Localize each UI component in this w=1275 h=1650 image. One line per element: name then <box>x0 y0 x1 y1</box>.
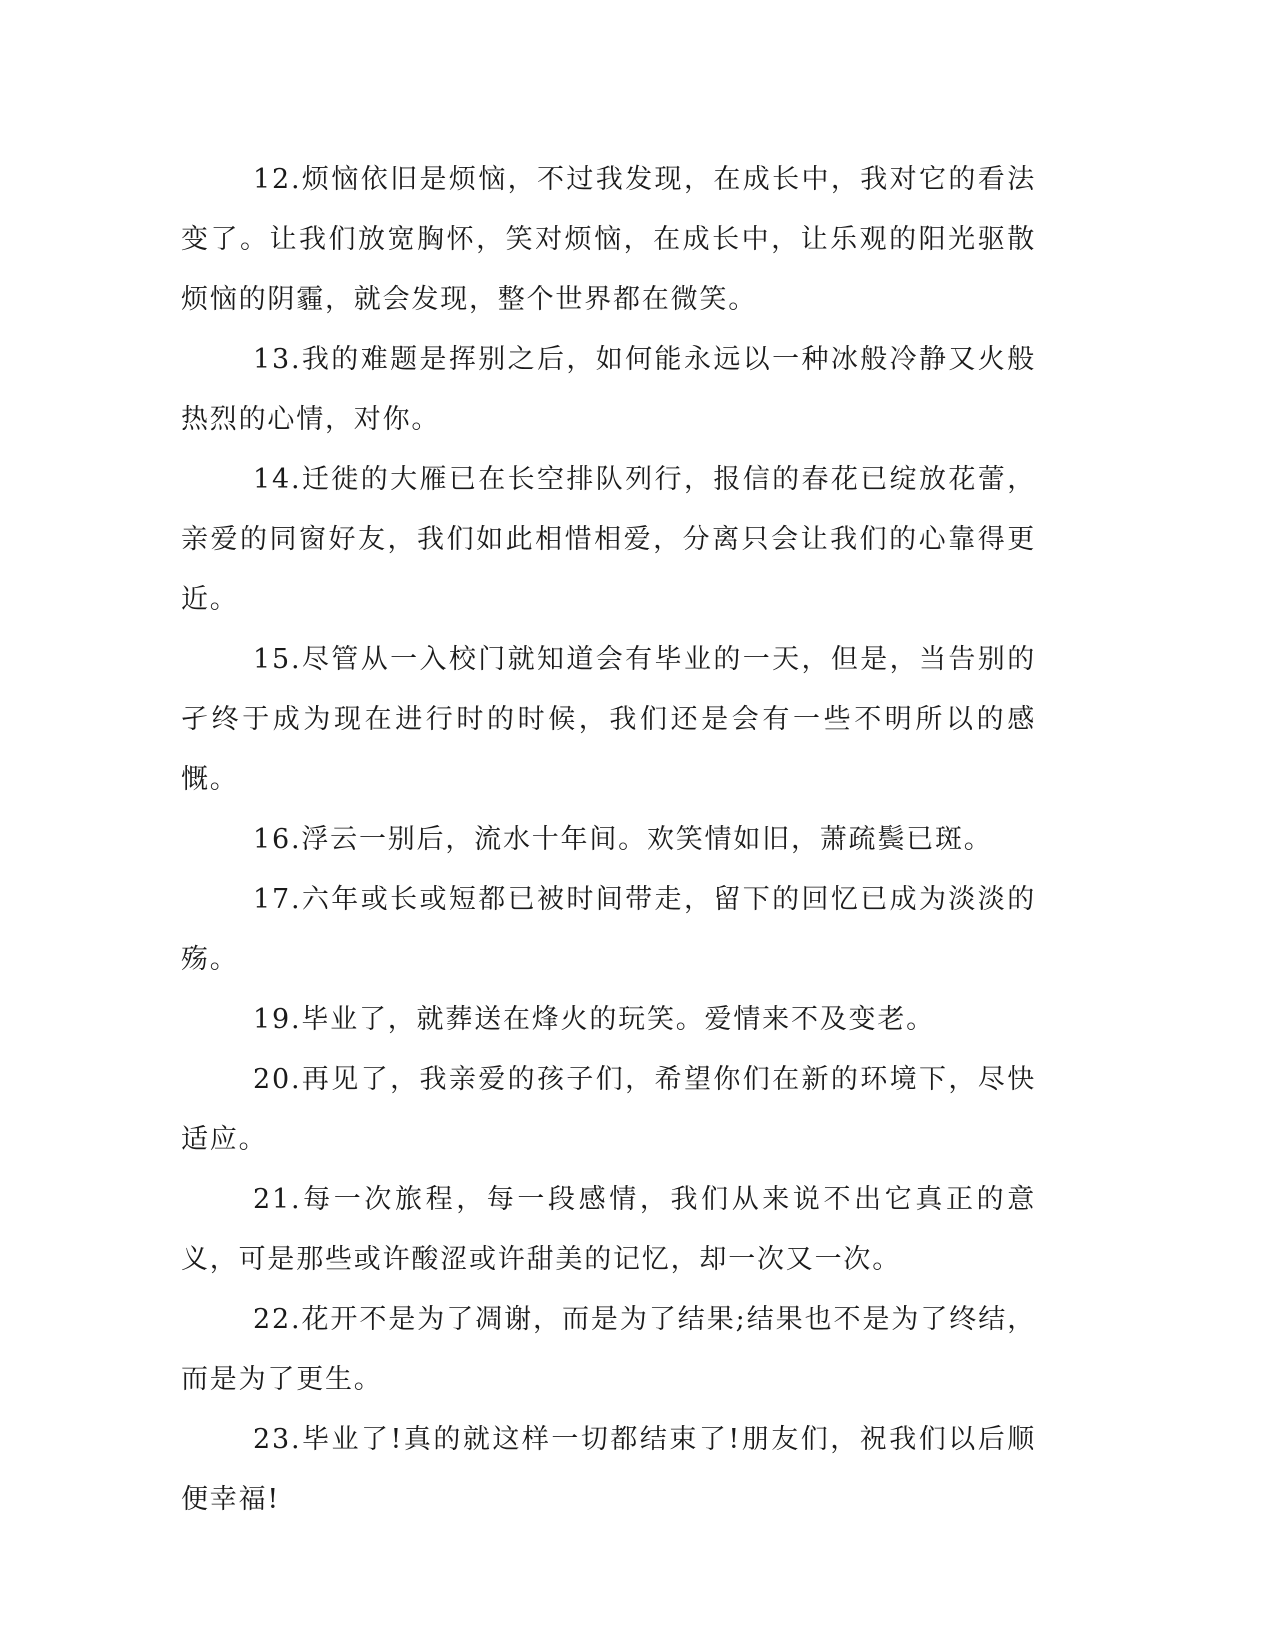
paragraph-23: 23.毕业了!真的就这样一切都结束了!朋友们，祝我们以后顺便幸福! <box>181 1424 1036 1515</box>
paragraph-22: 22.花开不是为了凋谢，而是为了结果;结果也不是为了终结，而是为了更生。 <box>181 1304 1036 1395</box>
paragraph-16: 16.浮云一别后，流水十年间。欢笑情如旧，萧疏鬓已斑。 <box>253 824 993 855</box>
paragraph-21: 21.每一次旅程，每一段感情，我们从来说不出它真正的意义，可是那些或许酸涩或许甜美的记忆，却一次又一次。 <box>181 1184 1036 1275</box>
paragraph-20: 20.再见了，我亲爱的孩子们，希望你们在新的环境下，尽快适应。 <box>181 1064 1036 1155</box>
paragraph-12: 12.烦恼依旧是烦恼，不过我发现，在成长中，我对它的看法变了。让我们放宽胸怀，笑对烦恼，在成长中，让乐观的阳光驱散烦恼的阴霾，就会发现，整个世界都在微笑。 <box>181 164 1036 315</box>
paragraph-14: 14.迁徙的大雁已在长空排队列行，报信的春花已绽放花蕾，亲爱的同窗好友，我们如此相惜相爱，分离只会让我们的心靠得更近。 <box>181 464 1036 615</box>
paragraph-15: 15.尽管从一入校门就知道会有毕业的一天，但是，当告别的孑终于成为现在进行时的时候，我们还是会有一些不明所以的感慨。 <box>181 644 1036 795</box>
paragraph-13: 13.我的难题是挥别之后，如何能永远以一种冰般冷静又火般热烈的心情，对你。 <box>181 344 1036 435</box>
paragraph-17: 17.六年或长或短都已被时间带走，留下的回忆已成为淡淡的殇。 <box>181 884 1036 975</box>
paragraph-19: 19.毕业了，就葬送在烽火的玩笑。爱情来不及变老。 <box>253 1004 935 1035</box>
document-body <box>181 150 1036 1530</box>
